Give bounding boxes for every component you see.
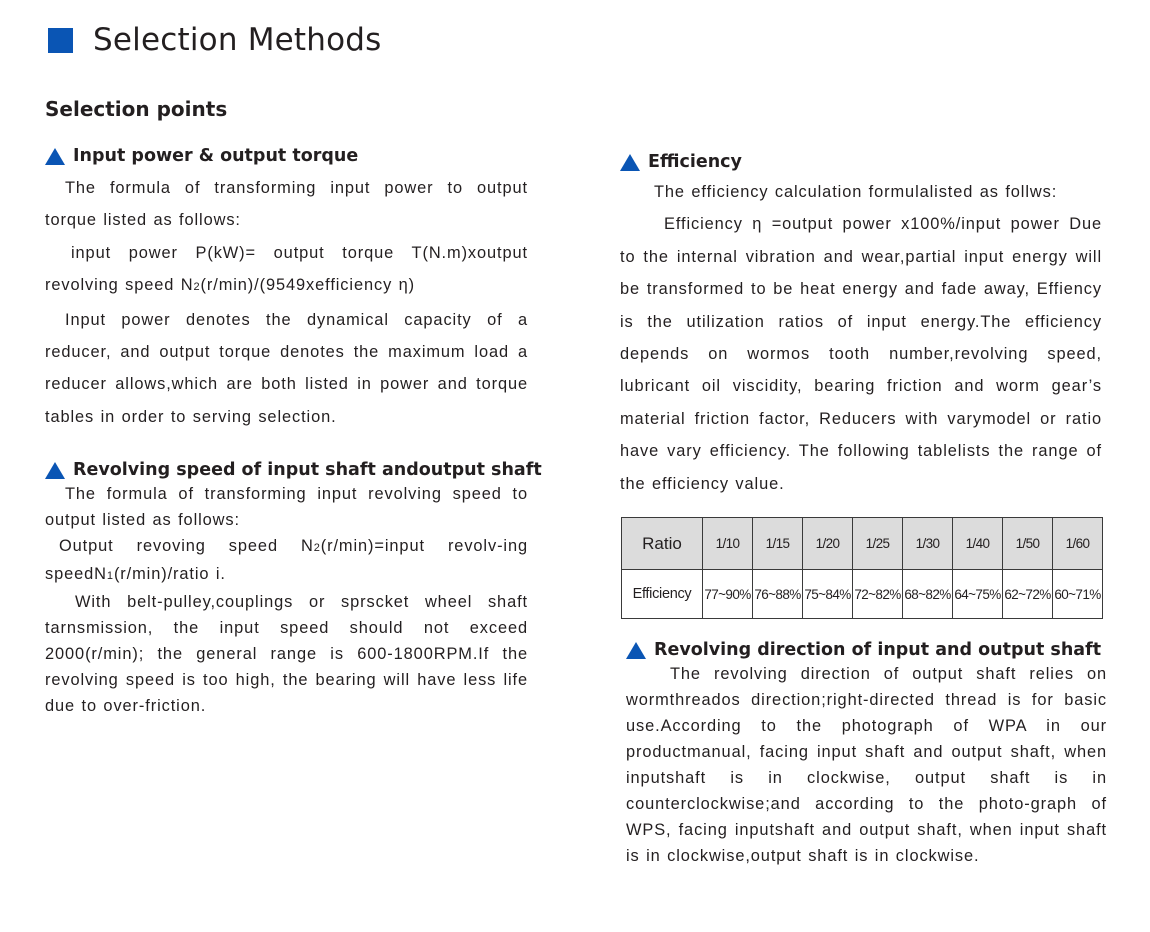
direction-heading <box>626 640 1107 660</box>
ratio-cell: 1/25 <box>853 518 903 570</box>
ratio-cell: 1/15 <box>753 518 803 570</box>
formula-text: (r/min)=input revolv-ing speedN <box>45 537 528 584</box>
formula-text: (r/min)/ratio i. <box>113 565 226 584</box>
ratio-row-header: Ratio <box>622 518 703 570</box>
direction-section <box>626 640 1107 869</box>
right-column <box>620 152 1102 500</box>
ratio-cell: 1/20 <box>803 518 853 570</box>
ratio-cell: 1/60 <box>1053 518 1103 570</box>
efficiency-cell: 72~82% <box>853 570 903 619</box>
section-title: Selection points <box>45 97 228 121</box>
triangle-bullet-icon <box>626 642 646 659</box>
revolving-speed-heading-text: Revolving speed of input shaft andoutput shaft <box>73 460 542 481</box>
input-power-heading <box>45 146 528 166</box>
efficiency-cell: 75~84% <box>803 570 853 619</box>
efficiency-cell: 64~75% <box>953 570 1003 619</box>
formula-text: Output revoving speed N <box>59 537 314 556</box>
page-title-text: Selection Methods <box>93 22 382 58</box>
revolving-speed-formula <box>45 533 528 589</box>
efficiency-para-1: The efficiency calculation formulalisted as follws: <box>654 183 1058 201</box>
page-title <box>48 20 382 60</box>
revolving-speed-body <box>45 481 528 719</box>
direction-heading-text: Revolving direction of input and output shaft <box>654 640 1102 660</box>
input-power-para-1: The formula of transforming input power to output torque listed as follows: <box>45 179 528 230</box>
efficiency-cell: 62~72% <box>1003 570 1053 619</box>
triangle-bullet-icon <box>45 148 65 165</box>
input-power-body <box>45 172 528 433</box>
efficiency-cell: 76~88% <box>753 570 803 619</box>
efficiency-table <box>621 517 1103 619</box>
ratio-cell: 1/40 <box>953 518 1003 570</box>
efficiency-body <box>620 176 1102 500</box>
ratio-cell: 1/30 <box>903 518 953 570</box>
efficiency-cell: 68~82% <box>903 570 953 619</box>
triangle-bullet-icon <box>45 462 65 479</box>
efficiency-row-header: Efficiency <box>622 570 703 619</box>
ratio-row <box>622 518 1103 570</box>
input-power-para-3: Input power denotes the dynamical capacity of a reducer, and output torque denotes the maximum load a reducer allows,which are both listed in power and torque tables in order to serving selection. <box>45 310 528 426</box>
ratio-cell: 1/10 <box>703 518 753 570</box>
formula-subscript: 2 <box>313 542 321 555</box>
efficiency-cell: 77~90% <box>703 570 753 619</box>
efficiency-heading-text: Efficiency <box>648 152 742 172</box>
efficiency-para-2: Efficiency η =output power x100%/input power Due to the internal vibration and wear,partial input energy will be transformed to be heat energy and fade away, Effiency is the utilization ratios of input energy.The efficiency depends on wormos tooth number,revolving speed, lubricant oil viscidity, bearing friction and worm gear’s material friction factor, Reducers with varymodel or ratio have vary efficiency. The following tablelists the range of the efficiency value. <box>620 215 1102 493</box>
efficiency-heading <box>620 152 1102 172</box>
revolving-speed-para-3: With belt-pulley,couplings or sprscket wheel shaft tarnsmission, the input speed should not exceed 2000(r/min); the general range is 600-1800RPM.If the revolving speed is too high, the bearing will have less life due to over-friction. <box>45 593 528 716</box>
formula-text: input power P(kW)= output torque T(N.m)xoutput revolving speed N <box>45 243 528 295</box>
formula-subscript: 1 <box>106 570 114 583</box>
formula-subscript: 2 <box>193 281 201 294</box>
formula-text: (r/min)/(9549xefficiency η) <box>200 276 415 295</box>
input-power-heading-text: Input power & output torque <box>73 146 359 166</box>
direction-body <box>626 661 1107 869</box>
direction-para-1: The revolving direction of output shaft relies on wormthreados direction;right-directed thread is for basic use.According to the photograph of WPA in our productmanual, facing input shaft and output shaft, when inputshaft is in clockwise, output shaft is in counterclockwise;and according to the photo-graph of WPS, facing inputshaft and output shaft, when input shaft is in clockwise,output shaft is in clockwise. <box>626 665 1107 865</box>
efficiency-row <box>622 570 1103 619</box>
revolving-speed-heading <box>45 460 542 481</box>
ratio-cell: 1/50 <box>1003 518 1053 570</box>
input-power-formula <box>45 237 528 304</box>
triangle-bullet-icon <box>620 154 640 171</box>
revolving-speed-para-1: The formula of transforming input revolving speed to output listed as follows: <box>45 485 528 530</box>
efficiency-cell: 60~71% <box>1053 570 1103 619</box>
left-column <box>45 146 542 719</box>
blue-square-icon <box>48 28 73 53</box>
